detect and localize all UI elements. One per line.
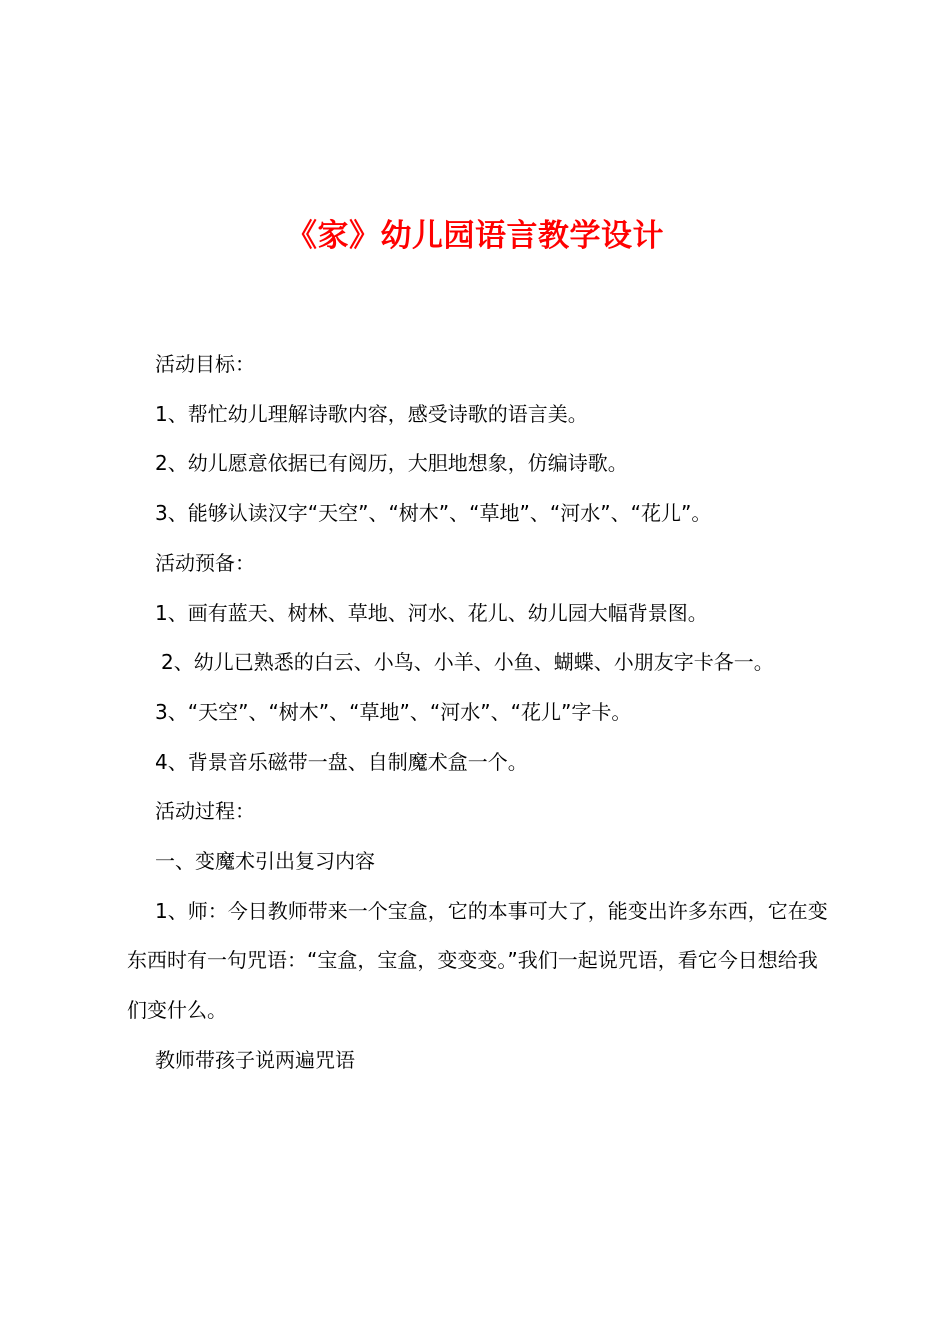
paragraph-goal-2: 2、幼儿愿意依据已有阅历，大胆地想象，仿编诗歌。	[155, 451, 628, 476]
paragraph-prep-3: 3、“天空”、“树木”、“草地”、“河水”、“花儿”字卡。	[155, 699, 632, 724]
paragraph-process-step-1: 1、师：今日教师带来一个宝盒，它的本事可大了，能变出许多东西，它在变东西时有一句咒语：“宝盒，宝盒，变变变。”我们一起说咒语，看它今日想给我们变什么。	[127, 898, 828, 1023]
paragraph-goals-heading: 活动目标：	[155, 352, 255, 376]
paragraph-goal-3: 3、能够认读汉字“天空”、“树木”、“草地”、“河水”、“花儿”。	[155, 501, 712, 526]
document-title: 《家》幼儿园语言教学设计	[286, 218, 664, 254]
paragraph-process-section-1: 一、变魔术引出复习内容	[155, 849, 375, 874]
paragraph-process-heading: 活动过程：	[155, 799, 255, 824]
paragraph-prep-2: 2、幼儿已熟悉的白云、小鸟、小羊、小鱼、蝴蝶、小朋友字卡各一。	[161, 650, 774, 675]
paragraph-goal-1: 1、帮忙幼儿理解诗歌内容，感受诗歌的语言美。	[155, 401, 588, 426]
document-body	[127, 340, 833, 1086]
paragraph-process-note: 教师带孩子说两遍咒语	[155, 1047, 355, 1072]
paragraph-prep-1: 1、画有蓝天、树林、草地、河水、花儿、幼儿园大幅背景图。	[155, 600, 708, 625]
paragraph-prep-heading: 活动预备：	[155, 550, 255, 575]
paragraph-prep-4: 4、背景音乐磁带一盘、自制魔术盒一个。	[155, 749, 528, 774]
